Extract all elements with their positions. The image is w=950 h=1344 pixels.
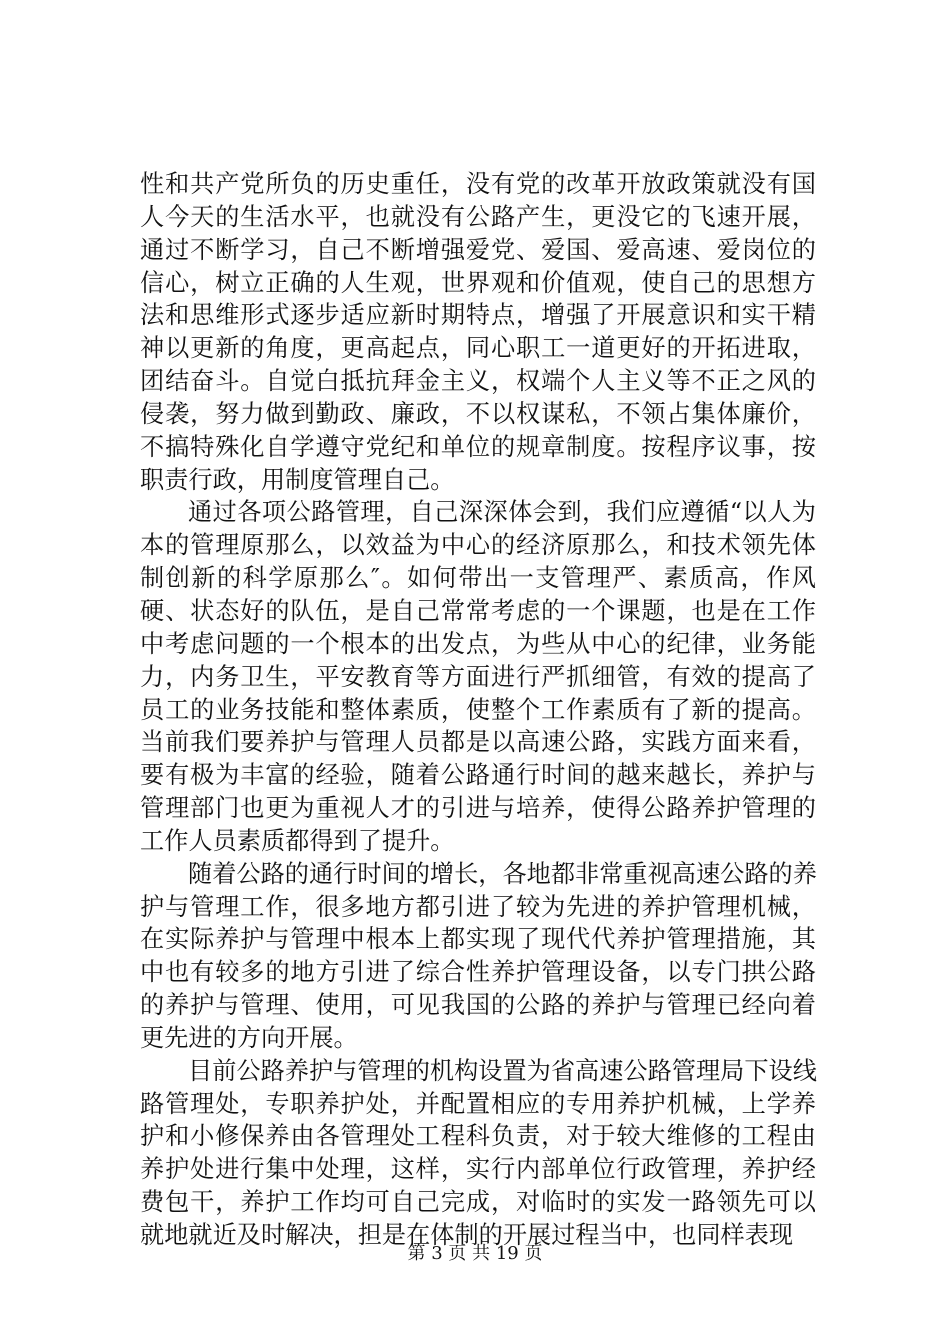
text-line: 工作人员素质都得到了提升。: [140, 826, 455, 855]
text-line: 信心，树立正确的人生观，世界观和价值观，使自己的思想方: [140, 268, 816, 297]
text-line: 在实际养护与管理中根本上都实现了现代代养护管理措施，其: [140, 925, 816, 954]
text-line: 员工的业务技能和整体素质，使整个工作素质有了新的提高。: [140, 695, 816, 724]
text-line: 不搞特殊化自学遵守党纪和单位的规章制度。按程序议事，按: [140, 432, 816, 461]
text-line: 费包干，养护工作均可自己完成，对临时的实发一路领先可以: [140, 1188, 816, 1217]
text-line: 目前公路养护与管理的机构设置为省高速公路管理局下设线: [188, 1056, 817, 1085]
text-line: 随着公路的通行时间的增长，各地都非常重视高速公路的养: [188, 859, 817, 888]
text-line: 的养护与管理、使用，可见我国的公路的养护与管理已经向着: [140, 991, 816, 1020]
text-line: 硬、状态好的队伍，是自己常常考虑的一个课题，也是在工作: [140, 596, 816, 625]
text-line: 护与管理工作，很多地方都引进了较为先进的养护管理机械，: [140, 892, 816, 921]
text-line: 人今天的生活水平，也就没有公路产生，更没它的飞速开展，: [140, 202, 816, 231]
text-line: 护和小修保养由各管理处工程科负责，对于较大维修的工程由: [140, 1122, 816, 1151]
paragraph: [140, 1055, 816, 1252]
paragraph: [140, 496, 816, 857]
text-line: 当前我们要养护与管理人员都是以高速公路，实践方面来看，: [140, 728, 816, 757]
paragraph: [140, 168, 816, 496]
text-line: 养护处进行集中处理，这样，实行内部单位行政管理，养护经: [140, 1155, 816, 1184]
text-line: 中考虑问题的一个根本的出发点，为些从中心的纪律，业务能: [140, 629, 816, 658]
paragraph: [140, 858, 816, 1055]
text-line: 职责行政，用制度管理自己。: [140, 465, 455, 494]
page-number-footer: 第 3 页 共 19 页: [407, 1243, 543, 1264]
text-line: 中也有较多的地方引进了综合性养护管理设备，以专门拱公路: [140, 958, 816, 987]
text-line: 制创新的科学原那么″。如何带出一支管理严、素质高，作风: [140, 564, 816, 593]
text-line: 更先进的方向开展。: [140, 1023, 358, 1052]
text-line: 通过不断学习，自己不断增强爱党、爱国、爱高速、爱岗位的: [140, 235, 816, 264]
text-line: 性和共产党所负的历史重任，没有党的改革开放政策就没有国: [140, 170, 816, 198]
text-line: 团结奋斗。自觉白抵抗拜金主义，权端个人主义等不正之风的: [140, 367, 816, 396]
text-line: 就地就近及时解决，担是在体制的开展过程当中，也同样表现: [140, 1221, 794, 1249]
text-line: 管理部门也更为重视人才的引进与培养，使得公路养护管理的: [140, 794, 816, 823]
text-line: 力，内务卫生，平安教育等方面进行严抓细管，有效的提高了: [140, 662, 816, 691]
text-line: 路管理处，专职养护处，并配置相应的专用养护机械，上学养: [140, 1089, 816, 1118]
text-line: 侵袭，努力做到勤政、廉政，不以权谋私，不领占集体廉价，: [140, 399, 816, 428]
text-line: 本的管理原那么，以效益为中心的经济原那么，和技术领先体: [140, 531, 816, 560]
text-line: 要有极为丰富的经验，随着公路通行时间的越来越长，养护与: [140, 761, 816, 790]
document-body: [140, 168, 816, 1252]
text-line: 法和思维形式逐步适应新时期特点，增强了开展意识和实干精: [140, 301, 816, 330]
text-line: 神以更新的角度，更高起点，同心职工一道更好的开拓进取，: [140, 334, 816, 363]
text-line: 通过各项公路管理，自己深深体会到，我们应遵循“以人为: [188, 498, 816, 527]
